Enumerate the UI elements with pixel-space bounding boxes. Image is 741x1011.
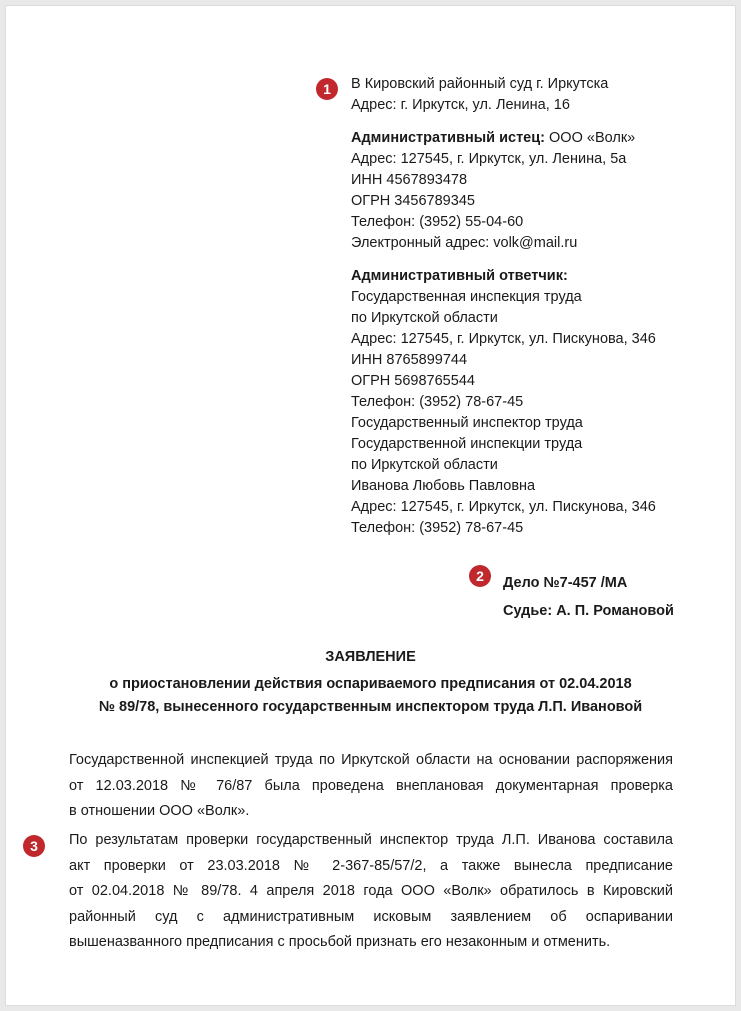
plaintiff-ogrn: ОГРН 3456789345 [351, 193, 475, 209]
case-block [503, 569, 674, 625]
case-number: Дело №7-457 /МА [503, 575, 628, 591]
plaintiff-email: Электронный адрес: volk@mail.ru [351, 235, 578, 251]
document-subtitle-line-1: о приостановлении действия оспариваемого предписания от 02.04.2018 [109, 676, 632, 692]
defendant-line: Адрес: 127545, г. Иркутск, ул. Пискунова, 346 [351, 499, 656, 515]
defendant-line: ИНН 8765899744 [351, 352, 468, 368]
plaintiff-heading [351, 128, 721, 149]
marker-3-badge: 3 [23, 835, 45, 857]
document-subtitle-line-2: № 89/78, вынесенного государственным инспектором труда Л.П. Ивановой [98, 699, 643, 715]
defendant-line: по Иркутской области [351, 457, 498, 473]
court-name: В Кировский районный суд г. Иркутска [351, 76, 609, 92]
defendant-line: ОГРН 5698765544 [351, 373, 475, 389]
plaintiff-label: Административный истец: [351, 130, 545, 146]
marker-2-badge: 2 [469, 565, 491, 587]
paragraph-2 [69, 828, 673, 956]
paragraph-line: в отношении ООО «Волк». [69, 803, 250, 819]
defendant-line: Государственной инспекции труда [351, 436, 583, 452]
paragraph-line: от 02.04.2018 № 89/78. 4 апреля 2018 года ООО «Волк» обратилось в Кировский [69, 883, 673, 899]
plaintiff-phone: Телефон: (3952) 55-04-60 [351, 214, 524, 230]
defendant-line: Телефон: (3952) 78-67-45 [351, 520, 524, 536]
marker-1-badge: 1 [316, 78, 338, 100]
addressee-block [351, 74, 721, 539]
defendant-line: Государственный инспектор труда [351, 415, 583, 431]
paragraph-line: Государственной инспекцией труда по Иркутской области на основании распоряжения [69, 752, 673, 768]
document-page [6, 6, 735, 1005]
paragraph-line: районный суд с административным исковым заявлением об оспаривании [69, 908, 673, 925]
defendant-line: по Иркутской области [351, 310, 498, 326]
plaintiff-name: ООО «Волк» [549, 130, 636, 146]
plaintiff-inn: ИНН 4567893478 [351, 172, 468, 188]
defendant-heading [351, 266, 721, 287]
court-address: Адрес: г. Иркутск, ул. Ленина, 16 [351, 97, 570, 113]
defendant-line: Иванова Любовь Павловна [351, 478, 536, 494]
paragraph-line: вышеназванного предписания с просьбой признать его незаконным и отменить. [69, 934, 611, 950]
paragraph-1 [69, 748, 673, 825]
defendant-line: Адрес: 127545, г. Иркутск, ул. Пискунова, 346 [351, 331, 656, 347]
judge-name: Судье: А. П. Романовой [503, 603, 674, 619]
document-title: ЗАЯВЛЕНИЕ [325, 649, 416, 665]
defendant-line: Государственная инспекция труда [351, 289, 582, 305]
defendant-line: Телефон: (3952) 78-67-45 [351, 394, 524, 410]
paragraph-line: акт проверки от 23.03.2018 № 2-367-85/57/2, а также вынесла предписание [69, 857, 673, 874]
paragraph-line: от 12.03.2018 № 76/87 была проведена внеплановая документарная проверка [69, 777, 673, 794]
plaintiff-address: Адрес: 127545, г. Иркутск, ул. Ленина, 5а [351, 151, 627, 167]
defendant-label: Административный ответчик: [351, 268, 568, 284]
paragraph-line: По результатам проверки государственный инспектор труда Л.П. Иванова составила [69, 832, 673, 848]
